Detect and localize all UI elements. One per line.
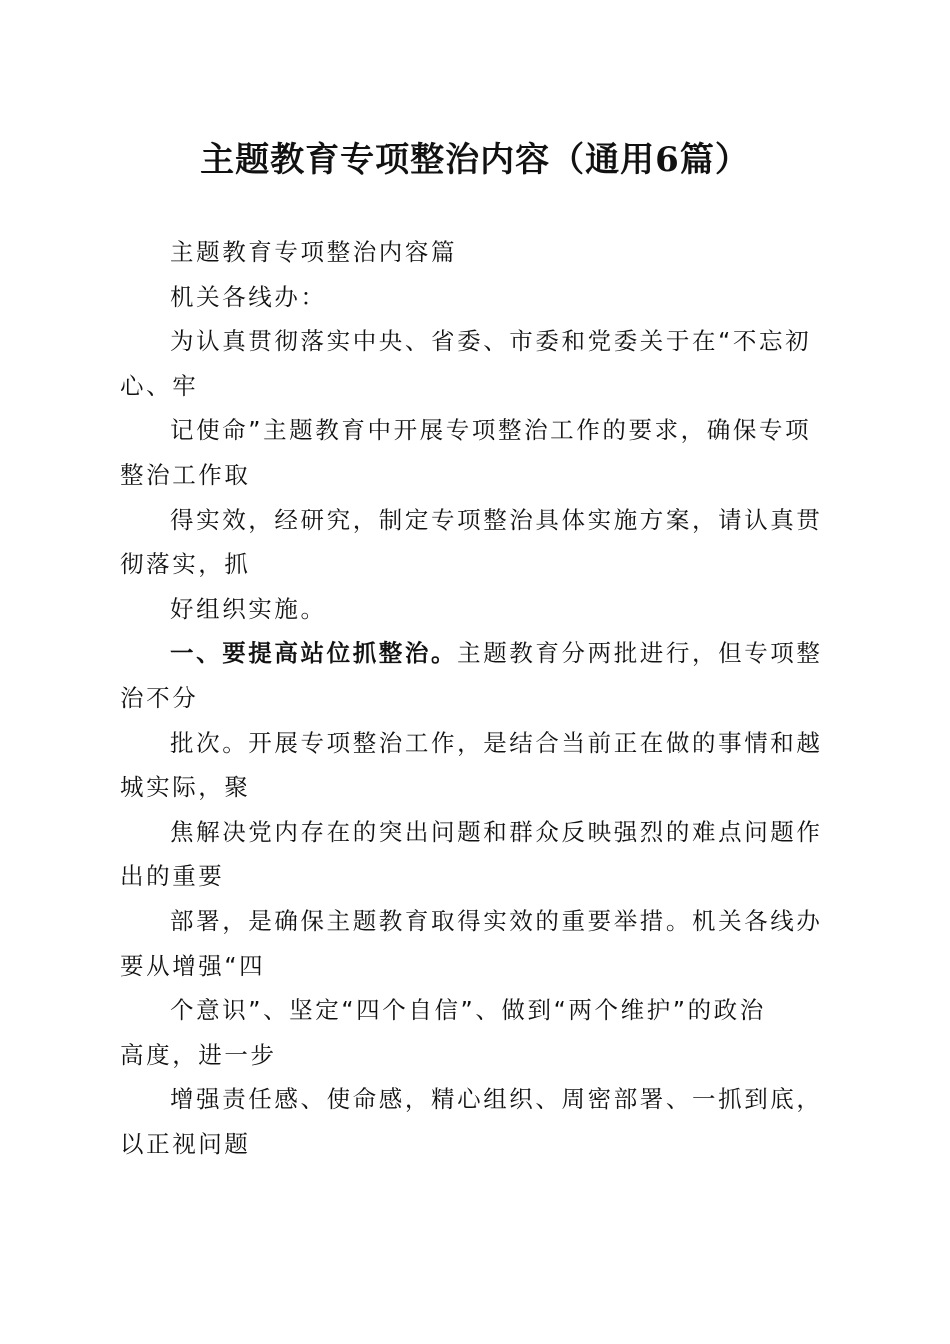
line-text: 高度，进一步 xyxy=(120,1040,277,1069)
paragraph-line xyxy=(120,899,825,944)
line-text: 批次。开展专项整治工作，是结合当前正在做的事情和越 xyxy=(170,728,823,757)
line-text: 彻落实，抓 xyxy=(120,550,251,579)
paragraph-line xyxy=(120,676,825,721)
line-text: 整治工作取 xyxy=(120,460,251,489)
line-text: 部署，是确保主题教育取得实效的重要举措。机关各线办 xyxy=(170,906,823,935)
line-text: 城实际，聚 xyxy=(120,773,251,802)
document-body xyxy=(120,230,825,1166)
paragraph-line xyxy=(120,721,825,766)
line-text: 个意识”、坚定“四个自信”、做到“两个维护”的政治 xyxy=(170,996,766,1025)
line-text: 出的重要 xyxy=(120,862,225,891)
section-heading: 一、要提高站位抓整治。 xyxy=(170,639,458,668)
line-text: 治不分 xyxy=(120,683,199,712)
paragraph-line xyxy=(120,1033,825,1078)
line-text: 焦解决党内存在的突出问题和群众反映强烈的难点问题作 xyxy=(170,817,823,846)
line-text: 以正视问题 xyxy=(120,1129,251,1158)
line-text: 为认真贯彻落实中央、省委、市委和党委关于在“不忘初 xyxy=(170,327,812,356)
paragraph-line xyxy=(120,944,825,989)
paragraph-line xyxy=(120,810,825,855)
line-text: 主题教育专项整治内容篇 xyxy=(170,238,458,266)
paragraph-line xyxy=(120,319,825,364)
line-text: 记使命”主题教育中开展专项整治工作的要求，确保专项 xyxy=(170,416,812,445)
line-text: 主题教育分两批进行，但专项整 xyxy=(457,639,823,668)
line-text: 心、牢 xyxy=(120,371,199,400)
line-text: 要从增强“四 xyxy=(120,951,266,980)
paragraph-line xyxy=(120,364,825,409)
paragraph-line xyxy=(120,453,825,498)
line-text: 得实效，经研究，制定专项整治具体实施方案，请认真贯 xyxy=(170,505,823,534)
paragraph-line xyxy=(120,230,825,275)
paragraph-line xyxy=(120,408,825,453)
paragraph-line xyxy=(120,587,825,632)
paragraph-line xyxy=(120,1122,825,1167)
line-text: 机关各线办： xyxy=(170,282,327,311)
paragraph-line xyxy=(120,1077,825,1122)
paragraph-line xyxy=(120,854,825,899)
paragraph-line xyxy=(120,988,825,1033)
paragraph-line xyxy=(120,631,825,676)
paragraph-line xyxy=(120,275,825,320)
paragraph-line xyxy=(120,765,825,810)
document-title: 主题教育专项整治内容（通用6篇） xyxy=(200,140,750,180)
paragraph-line xyxy=(120,542,825,587)
line-text: 好组织实施。 xyxy=(170,594,327,623)
paragraph-line xyxy=(120,498,825,543)
line-text: 增强责任感、使命感，精心组织、周密部署、一抓到底， xyxy=(170,1085,823,1114)
